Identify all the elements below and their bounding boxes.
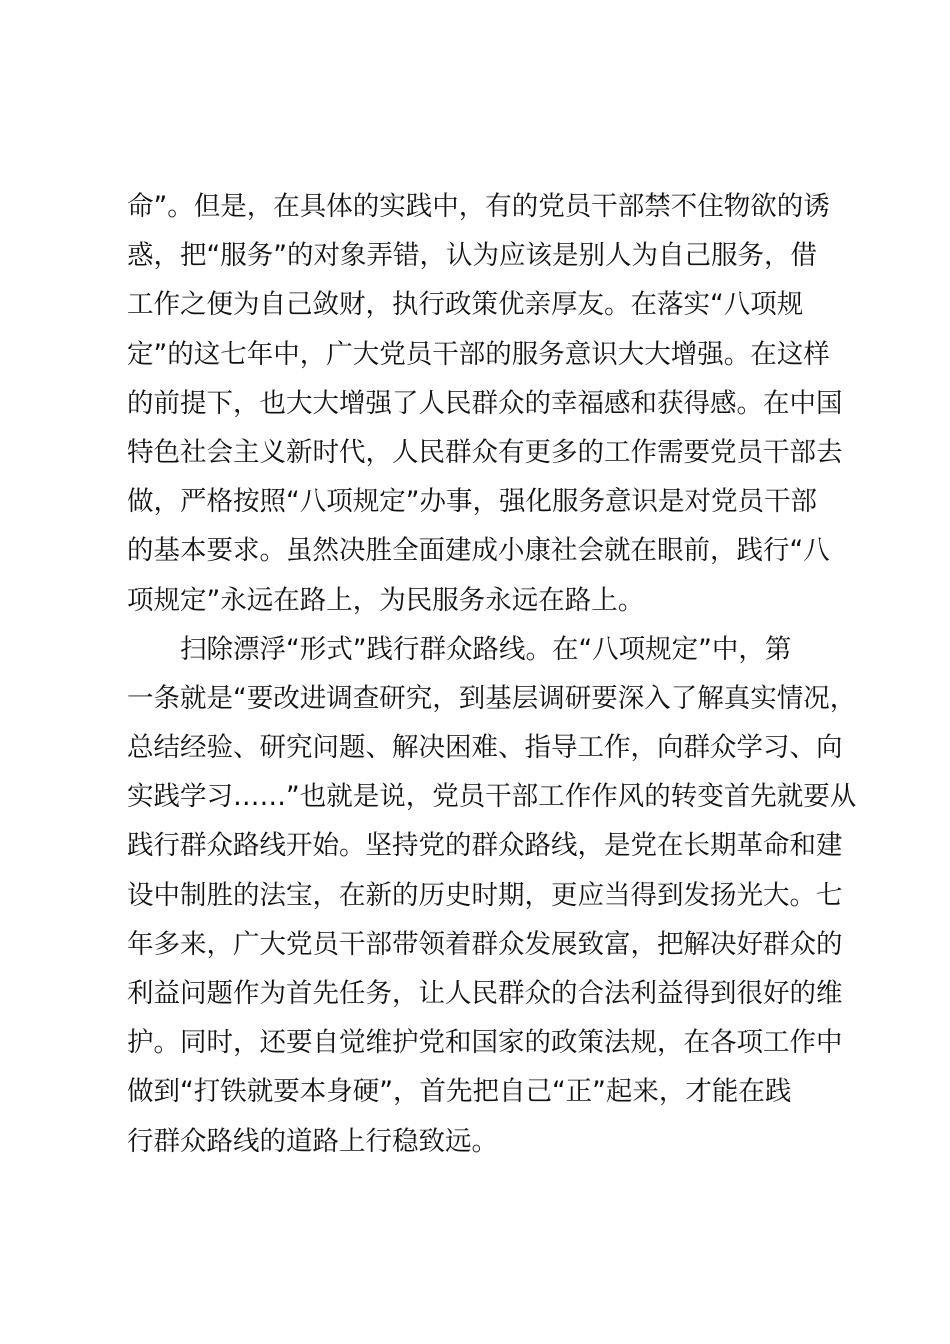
text-line: 做，严格按照“八项规定”办事，强化服务意识是对党员干部: [127, 486, 817, 518]
text-line: 实践学习……”也就是说，党员干部工作作风的转变首先就要从: [127, 781, 857, 813]
text-line: 的基本要求。虽然决胜全面建成小康社会就在眼前，践行“八: [127, 535, 830, 567]
text-line: 年多来，广大党员干部带领着群众发展致富，把解决好群众的: [127, 928, 843, 960]
text-line: 护。同时，还要自觉维护党和国家的政策法规，在各项工作中: [127, 1027, 843, 1059]
text-line: 命”。但是，在具体的实践中，有的党员干部禁不住物欲的诱: [127, 191, 830, 222]
text-line: 做到“打铁就要本身硬”，首先把自己“正”起来，才能在践: [127, 1076, 792, 1108]
text-line: 特色社会主义新时代，人民群众有更多的工作需要党员干部去: [127, 436, 843, 468]
text-line: 总结经验、研究问题、解决困难、指导工作，向群众学习、向: [127, 732, 843, 764]
paragraph-first-line: 扫除漂浮“形式”践行群众路线。在“八项规定”中，第: [180, 633, 792, 665]
text-line: 行群众路线的道路上行稳致远。: [127, 1125, 498, 1157]
text-line: 利益问题作为首先任务，让人民群众的合法利益得到很好的维: [127, 978, 843, 1009]
body-text: [127, 182, 857, 1166]
text-line: 践行群众路线开始。坚持党的群众路线，是党在长期革命和建: [127, 830, 843, 862]
text-line: 的前提下，也大大增强了人民群众的幸福感和获得感。在中国: [127, 387, 843, 419]
text-line: 惑，把“服务”的对象弄错，认为应该是别人为自己服务，借: [127, 240, 817, 272]
text-line: 定”的这七年中，广大党员干部的服务意识大大增强。在这样: [127, 338, 830, 370]
text-line: 项规定”永远在路上，为民服务永远在路上。: [127, 584, 645, 616]
text-line: 工作之便为自己敛财，执行政策优亲厚友。在落实“八项规: [127, 289, 804, 321]
text-line: 设中制胜的法宝，在新的历史时期，更应当得到发扬光大。七: [127, 879, 843, 911]
text-line: 一条就是“要改进调查研究，到基层调研要深入了解真实情况，: [127, 682, 857, 714]
